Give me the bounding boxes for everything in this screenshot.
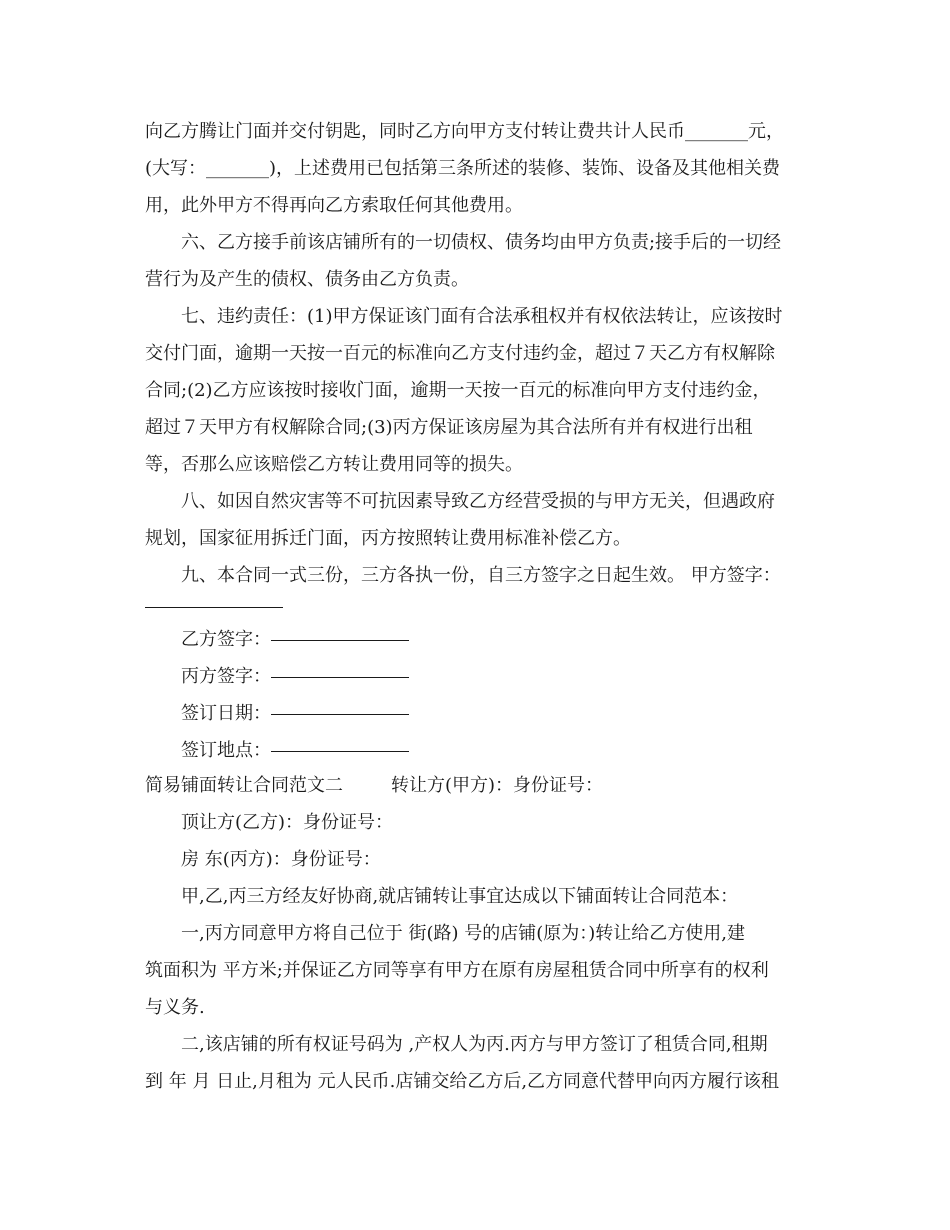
text-line: 营行为及产生的债权、债务由乙方负责。 <box>145 269 469 290</box>
contract-body-top <box>145 113 805 594</box>
text-line: 六、乙方接手前该店铺所有的一切债权、债务均由甲方负责;接手后的一切经 <box>181 232 782 253</box>
signature-label: 丙方签字： <box>181 666 271 687</box>
section-heading: 简易铺面转让合同范文二 <box>145 775 343 796</box>
paragraph-clause-9 <box>145 557 805 594</box>
signature-underline <box>271 676 409 678</box>
text-line: 到 年 月 日止,月租为 元人民币.店铺交给乙方后,乙方同意代替甲向丙方履行该租 <box>145 1071 780 1092</box>
party-c-line: 房 东(丙方)：身份证号： <box>181 849 381 870</box>
signature-label: 签订地点： <box>181 740 271 761</box>
text-line: 与义务. <box>145 997 205 1018</box>
text-line: 等，否那么应该赔偿乙方转让费用同等的损失。 <box>145 454 523 475</box>
signature-underline <box>271 639 409 641</box>
text-line: 九、本合同一式三份，三方各执一份，自三方签字之日起生效。 甲方签字： <box>181 565 781 586</box>
text-line: 向乙方腾让门面并交付钥匙，同时乙方向甲方支付转让费共计人民币_______元， <box>145 121 784 142</box>
text-line: 七、违约责任：(1)甲方保证该门面有合法承租权并有权依法转让，应该按时 <box>181 306 783 327</box>
text-line: 用，此外甲方不得再向乙方索取任何其他费用。 <box>145 195 523 216</box>
section-heading-row <box>145 767 805 804</box>
text-line: 合同;(2)乙方应该按时接收门面，逾期一天按一百元的标准向甲方支付违约金， <box>145 380 771 401</box>
party-a-signature-line <box>145 607 283 608</box>
text-line: 八、如因自然灾害等不可抗因素导致乙方经营受损的与甲方无关，但遇政府 <box>181 491 775 512</box>
signature-row-party-b <box>145 621 805 658</box>
paragraph-section2-clause-2 <box>145 1026 805 1100</box>
signature-underline <box>271 750 409 752</box>
signature-underline <box>271 713 409 715</box>
contract-body-second <box>145 767 805 1100</box>
party-a-line: 转让方(甲方)：身份证号： <box>391 775 604 796</box>
signature-label: 签订日期： <box>181 703 271 724</box>
intro-line: 甲,乙,丙三方经友好协商,就店铺转让事宜达成以下铺面转让合同范本： <box>181 886 739 907</box>
paragraph-clause-7 <box>145 298 805 483</box>
text-line: 筑面积为 平方米;并保证乙方同等享有甲方在原有房屋租赁合同中所享有的权利 <box>145 960 769 981</box>
paragraph-clause-8 <box>145 483 805 557</box>
text-line: 二,该店铺的所有权证号码为 ,产权人为丙.丙方与甲方签订了租赁合同,租期 <box>181 1034 768 1055</box>
text-line: 规划，国家征用拆迁门面，丙方按照转让费用标准补偿乙方。 <box>145 528 631 549</box>
signature-row-date <box>145 695 805 732</box>
text-line: 交付门面，逾期一天按一百元的标准向乙方支付违约金，超过７天乙方有权解除 <box>145 343 775 364</box>
party-b-line: 顶让方(乙方)：身份证号： <box>181 812 394 833</box>
text-line: 超过７天甲方有权解除合同;(3)丙方保证该房屋为其合法所有并有权进行出租 <box>145 417 753 438</box>
paragraph-payment <box>145 113 805 224</box>
paragraph-clause-6 <box>145 224 805 298</box>
signature-label: 乙方签字： <box>181 629 271 650</box>
signature-block <box>145 621 805 769</box>
paragraph-section2-clause-1 <box>145 915 805 1026</box>
text-line: 一,丙方同意甲方将自己位于 街(路) 号的店铺(原为：)转让给乙方使用,建 <box>181 923 745 944</box>
signature-row-party-c <box>145 658 805 695</box>
text-line: (大写：_______)，上述费用已包括第三条所述的装修、装饰、设备及其他相关费 <box>145 158 781 179</box>
signature-row-place <box>145 732 805 769</box>
